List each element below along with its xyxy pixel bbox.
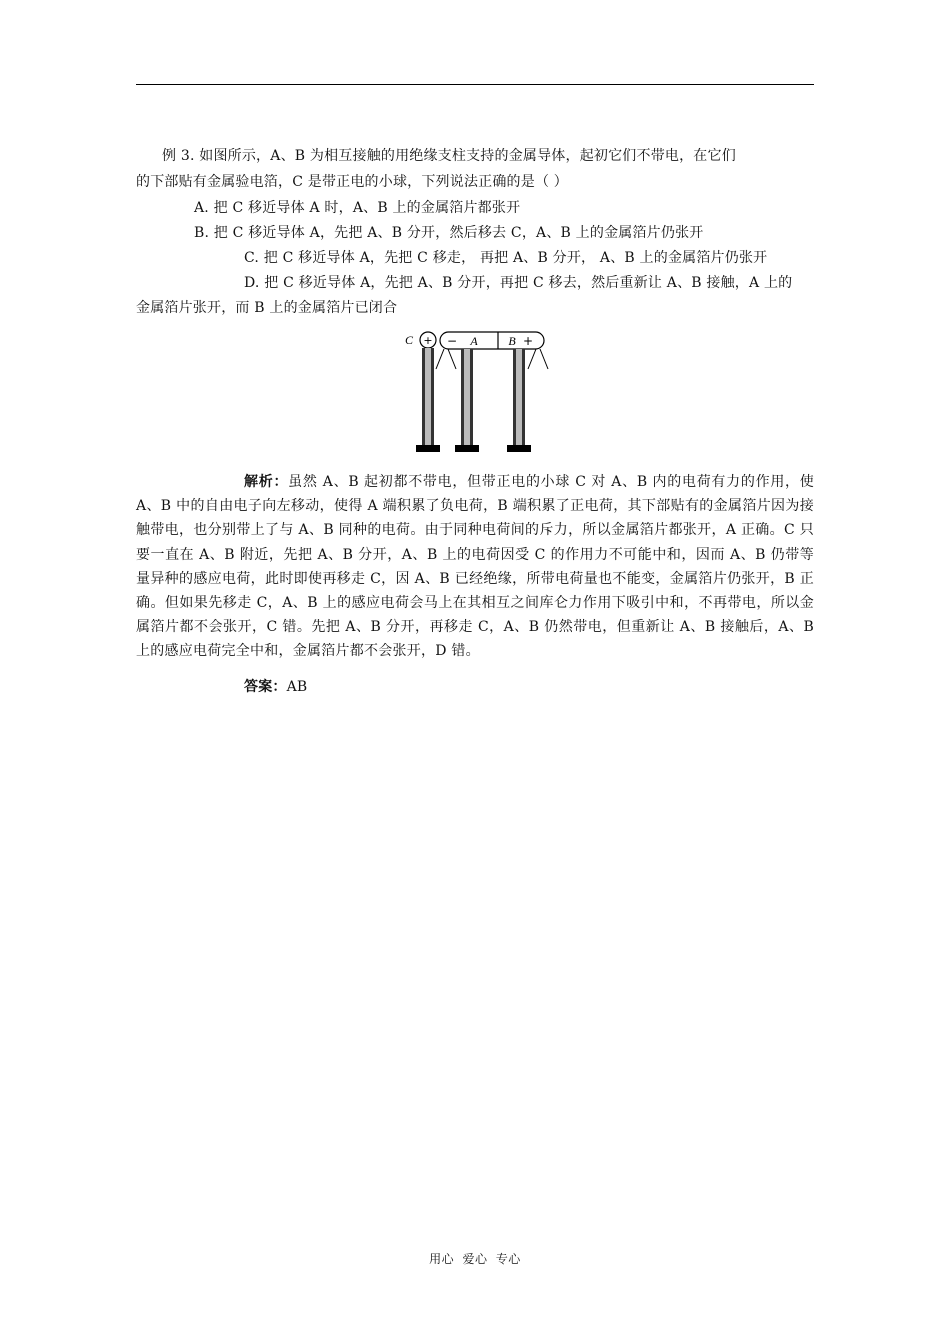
foil-a-right: [448, 349, 456, 369]
answer-value: AB: [286, 679, 308, 695]
figure-plus-c: +: [423, 334, 433, 347]
option-a: A. 把 C 移近导体 A 时，A、B 上的金属箔片都张开: [194, 200, 521, 216]
figure-label-c: C: [405, 333, 414, 347]
figure-svg: [404, 329, 550, 454]
answer-line: [244, 677, 307, 697]
page-footer: 用心 爱心 专心: [429, 1252, 521, 1266]
option-b: B. 把 C 移近导体 A，先把 A、B 分开，然后移去 C，A、B 上的金属箔片仍张开: [194, 225, 704, 241]
analysis-label: 解析：: [244, 474, 289, 490]
analysis-paragraph: [136, 470, 814, 664]
option-d-line-1: D. 把 C 移近导体 A，先把 A、B 分开，再把 C 移去，然后重新让 A、B 接触，A 上的: [244, 275, 793, 291]
question-stem-line-2: 的下部贴有金属验电箔，C 是带正电的小球，下列说法正确的是（ ）: [136, 174, 569, 190]
figure-label-a: A: [470, 334, 478, 348]
foil-b-left: [528, 349, 536, 369]
figure-label-b: B: [508, 334, 516, 348]
foil-b-right: [540, 349, 548, 369]
header-rule: [136, 84, 814, 85]
option-d-line-2: 金属箔片张开，而 B 上的金属箔片已闭合: [136, 300, 398, 316]
option-c: C. 把 C 移近导体 A，先把 C 移走， 再把 A、B 分开， A、B 上的金属箔片仍张开: [244, 250, 768, 266]
figure-minus-a: −: [446, 334, 458, 348]
base-c: [416, 445, 440, 452]
figure-plus-b: +: [522, 334, 534, 348]
figure-charged-conductors: [404, 329, 550, 454]
answer-label: 答案：: [244, 679, 287, 695]
foil-a-left: [436, 349, 444, 369]
question-stem-line-1: 例 3. 如图所示，A、B 为相互接触的用绝缘支柱支持的金属导体，起初它们不带电，在它们: [162, 148, 736, 164]
base-b: [507, 445, 531, 452]
analysis-text: 虽然 A、B 起初都不带电，但带正电的小球 C 对 A、B 内的电荷有力的作用，使 A、B 中的自由电子向左移动，使得 A 端积累了负电荷，B 端积累了正电荷，其下部贴有的金属箔片因为接触带电，也分别带上了与 A、B 同种的电荷。由于同种电荷间的斥力，所以金属箔片都张开，A 正确。C 只要一直在 A、B 附近，先把 A、B 分开，A、B 上的电荷因受 C 的作用力不可能中和，因而 A、B 仍带等量异种的感应电荷，此时即使再移走 C，因 A、B 已经绝缘，所带电荷量也不能变，金属箔片仍张开，B 正确。但如果先移走 C，A、B 上的感应电荷会马上在其相互之间库仑力作用下吸引中和，不再带电，所以金属箔片都不会张开，C 错。先把 A、B 分开，再移走 C，A、B 仍然带电，但重新让 A、B 接触后，A、B 上的感应电荷完全中和，金属箔片都不会张开，D 错。: [136, 474, 815, 660]
base-a: [455, 445, 479, 452]
